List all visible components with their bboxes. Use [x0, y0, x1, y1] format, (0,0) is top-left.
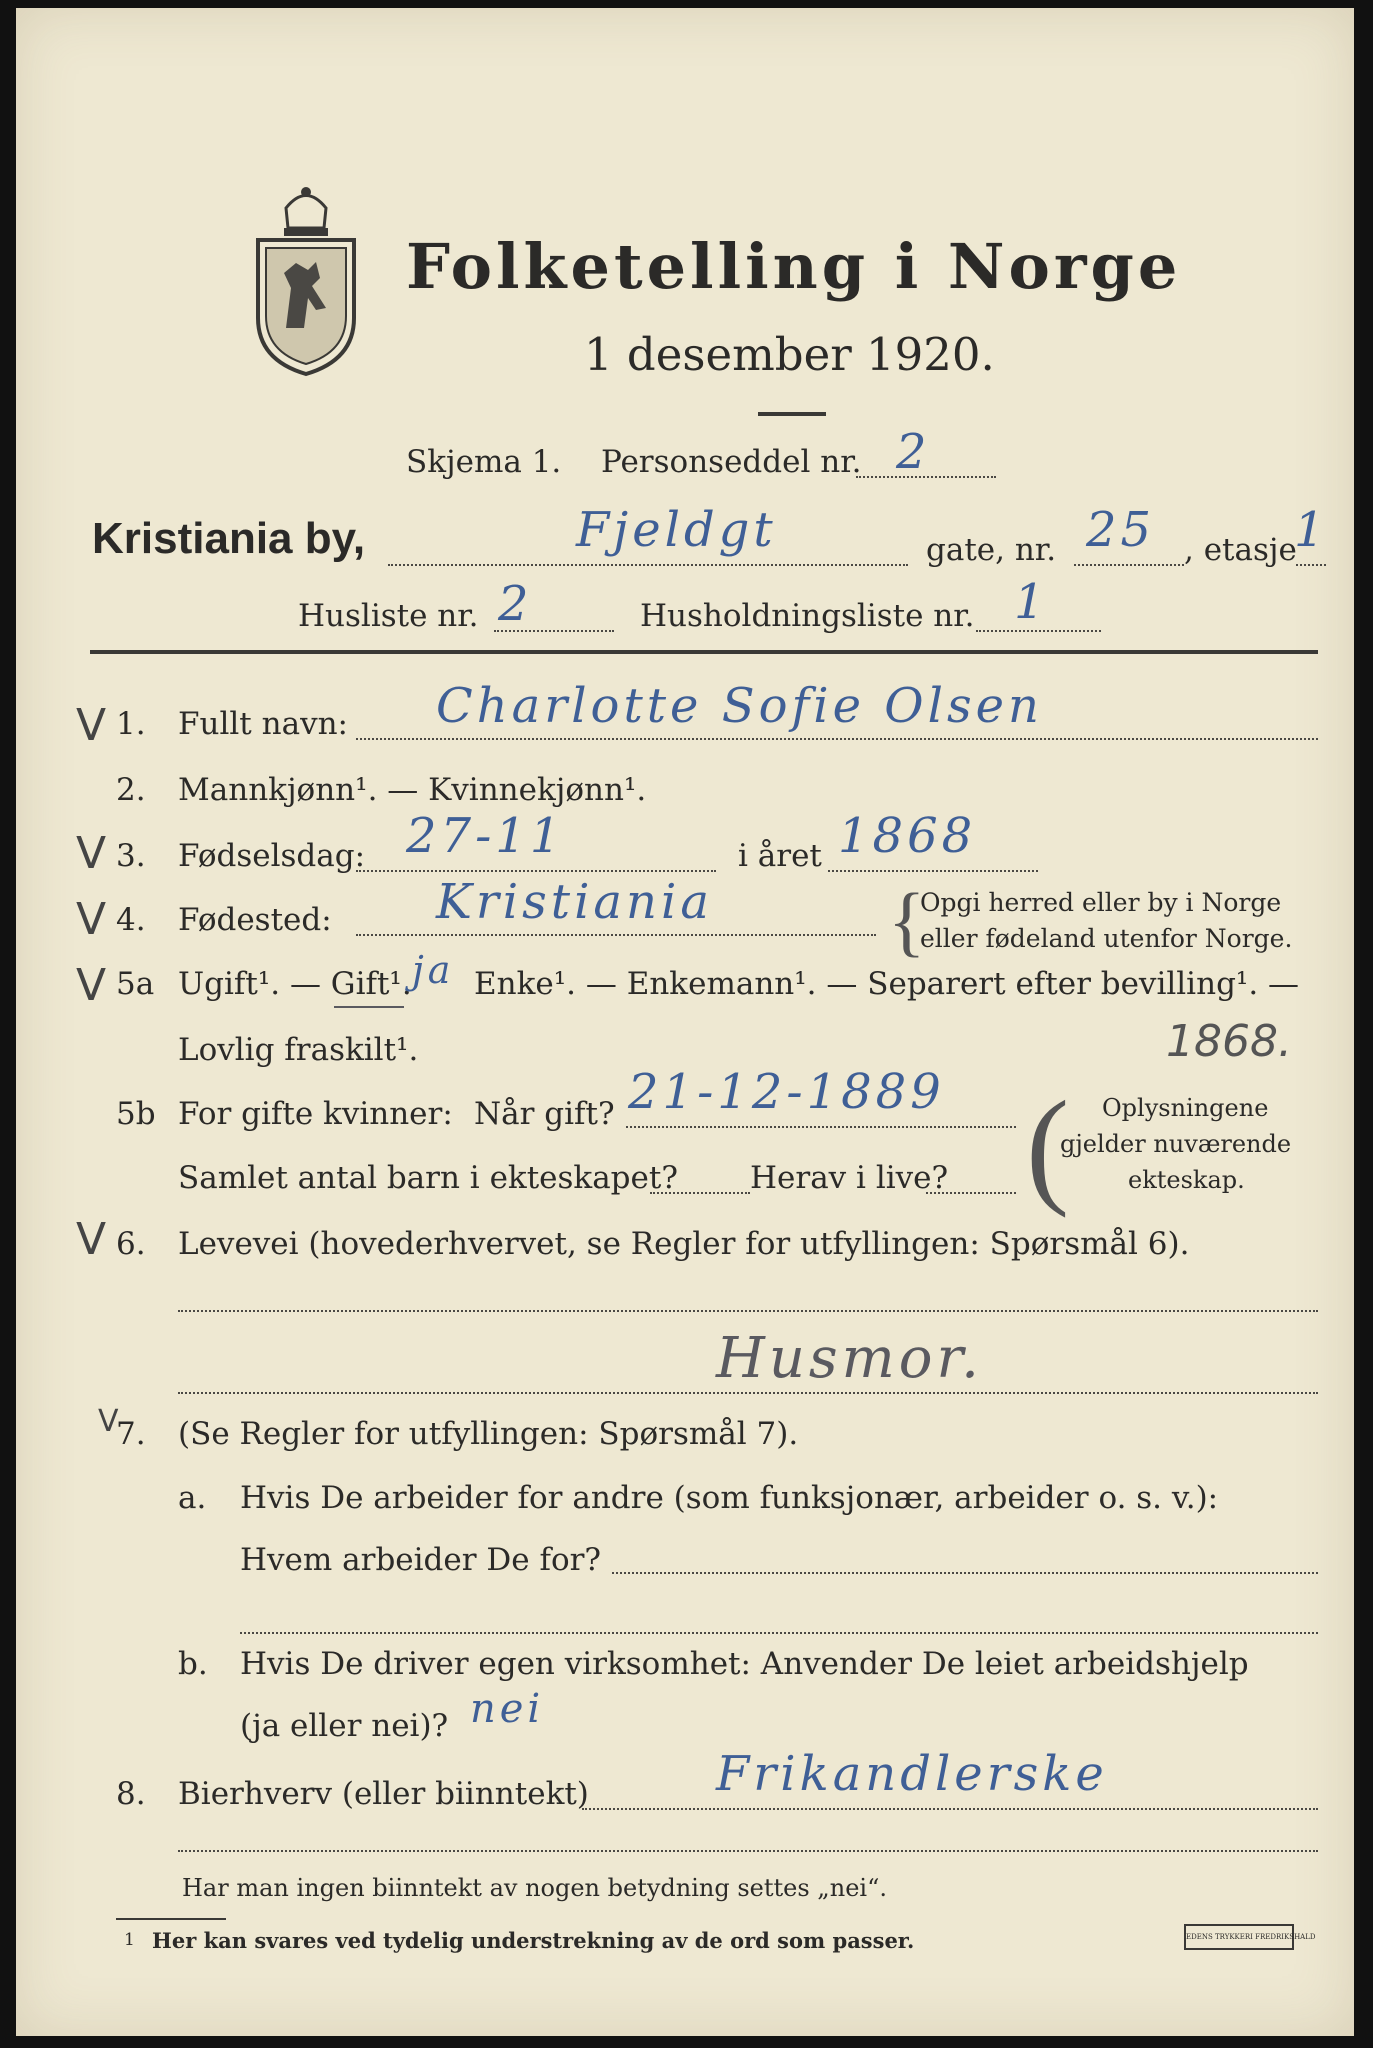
q7b-line1: Hvis De driver egen virksomhet: Anvender De leiet arbeidshjelp — [240, 1646, 1249, 1682]
header-divider — [90, 650, 1318, 654]
q6-number: 6. — [116, 1226, 146, 1262]
q5a-line1-end: Enke¹. — Enkemann¹. — Separert efter bevilling¹. — — [474, 966, 1300, 1002]
q7a-line2: Hvem arbeider De for? — [240, 1542, 602, 1578]
q5b-note-line3: ekteskap. — [1128, 1166, 1245, 1194]
q6-occupation-value: Husmor. — [716, 1326, 983, 1391]
q4-checkmark: V — [76, 894, 107, 945]
gate-number-value: 25 — [1086, 502, 1156, 558]
form-title: Folketelling i Norge — [406, 230, 1182, 303]
q7a-letter: a. — [178, 1480, 207, 1516]
q5a-line1-start: Ugift¹. — Gift¹. — [178, 966, 412, 1002]
q4-number: 4. — [116, 902, 146, 938]
city-label: Kristiania by, — [92, 514, 366, 563]
norway-coat-of-arms-icon — [246, 178, 366, 378]
q5b-when-label: Når gift? — [474, 1096, 615, 1132]
q7-number: 7. — [116, 1416, 146, 1452]
etasje-value: 1 — [1294, 502, 1329, 558]
etasje-label: , etasje — [1184, 532, 1297, 568]
gate-label: gate, nr. — [926, 532, 1057, 568]
q4-label: Fødested: — [178, 902, 332, 938]
q8-side-occupation-value: Frikandlerske — [716, 1746, 1108, 1802]
gift-underline — [334, 1006, 404, 1008]
q5b-label: For gifte kvinner: — [178, 1096, 453, 1132]
q5a-line2: Lovlig fraskilt¹. — [178, 1032, 419, 1068]
q3-birthdate-value: 27-11 — [406, 808, 565, 864]
q3-year-value: 1868 — [838, 808, 977, 864]
q5a-pencil-note: 1868. — [1166, 1016, 1292, 1067]
q1-label: Fullt navn: — [178, 706, 348, 742]
q5b-note-line2: gjelder nuværende — [1060, 1130, 1292, 1158]
q4-note-line2: eller fødeland utenfor Norge. — [920, 924, 1293, 953]
q5b-alive-label: Herav i live? — [750, 1160, 949, 1196]
q1-checkmark: V — [76, 700, 107, 751]
q2-label: Mannkjønn¹. — Kvinnekjønn¹. — [178, 772, 647, 808]
q5a-married-mark: ja — [412, 948, 455, 992]
personseddel-value: 2 — [896, 424, 931, 480]
q5b-note-line1: Oplysningene — [1102, 1094, 1269, 1122]
q1-number: 1. — [116, 706, 146, 742]
q3-year-label: i året — [738, 838, 822, 874]
footnote-text: Her kan svares ved tydelig understrekning av de ord som passer. — [152, 1928, 915, 1953]
footnote-number: 1 — [124, 1930, 135, 1950]
q3-number: 3. — [116, 838, 146, 874]
q5b-children-label: Samlet antal barn i ekteskapet? — [178, 1160, 678, 1196]
q5a-number: 5a — [116, 966, 155, 1002]
q8-label: Bierhverv (eller biinntekt) — [178, 1776, 589, 1812]
personseddel-label: Personseddel nr. — [601, 444, 862, 480]
husholdning-value: 1 — [1014, 574, 1049, 630]
husliste-value: 2 — [498, 576, 533, 632]
q7a-line1: Hvis De arbeider for andre (som funksjonær, arbeider o. s. v.): — [240, 1480, 1219, 1516]
q7b-value: nei — [470, 1686, 545, 1732]
census-date: 1 desember 1920. — [584, 328, 995, 381]
printer-stamp: EDENS TRYKKERI FREDRIKSHALD — [1184, 1924, 1294, 1950]
q5a-checkmark: V — [76, 960, 107, 1011]
q4-note-line1: Opgi herred eller by i Norge — [920, 888, 1282, 917]
husliste-label: Husliste nr. — [298, 598, 479, 634]
footer-note: Har man ingen biinntekt av nogen betydning settes „nei“. — [182, 1874, 887, 1902]
title-divider — [758, 412, 826, 416]
q7b-letter: b. — [178, 1646, 208, 1682]
q7b-line2: (ja eller nei)? — [240, 1708, 449, 1744]
q2-number: 2. — [116, 772, 146, 808]
schema-label: Skjema 1. — [406, 444, 562, 480]
q4-birthplace-value: Kristiania — [436, 874, 713, 930]
q3-label: Fødselsdag: — [178, 838, 366, 874]
q6-label: Levevei (hovederhvervet, se Regler for utfyllingen: Spørsmål 6). — [178, 1226, 1190, 1262]
q1-full-name-value: Charlotte Sofie Olsen — [436, 678, 1043, 734]
q8-number: 8. — [116, 1776, 146, 1812]
q7-label: (Se Regler for utfyllingen: Spørsmål 7). — [178, 1416, 799, 1452]
q3-checkmark: V — [76, 828, 107, 879]
q5b-number: 5b — [116, 1096, 156, 1132]
street-value: Fjeldgt — [576, 502, 777, 558]
husholdning-label: Husholdningsliste nr. — [640, 598, 975, 634]
q5b-wedding-date-value: 21-12-1889 — [628, 1064, 945, 1120]
q7-checkmark: V — [98, 1404, 119, 1439]
q6-checkmark: V — [76, 1214, 107, 1265]
census-form: Folketelling i Norge 1 desember 1920. Skjema 1. Personseddel nr. 2 Kristiania by, Fjeldgt gate, nr. 25 , etasje 1 Husliste nr. 2 Husholdningsliste nr. 1 V 1. Fullt navn: Charlotte Sofie Olsen 2. Mannkjønn¹. — Kvinnekjønn¹. V 3. Fødselsdag: 27-11 i året 1868 V 4. Fødested: Kristiania { Opgi herred eller by i Norge eller fødeland utenfor Norge. V 5a Ugift¹. — Gift¹. ja Enke¹. — Enkemann¹. — Separert efter bevilling¹. — Lovlig fraskilt¹. 1868. 5b For gifte kvinner: Når gift? 21-12-1889 Samlet antal barn i ekteskapet? Herav i live? ( Oplysningene gjelder nuværende ekteskap. V 6. Levevei (hovederhvervet, se Regler for utfyllingen: Spørsmål 6). Husmor. V 7. (Se Regler for utfyllingen: Spørsmål 7). a. Hvis De arbeider for andre (som funksjonær, arbeider o. s. v.): Hvem arbeider De for? b. Hvis De driver egen virksomhet: Anvender De leiet arbeidshjelp (ja eller nei)? nei 8. Bierhverv (eller biinntekt) Frikandlerske Har man ingen biinntekt av nogen betydning settes „nei“. 1 Her kan svares ved tydelig understrekning av de ord som passer. EDENS TRYKKERI FREDRIKSHALD — [16, 8, 1354, 2036]
